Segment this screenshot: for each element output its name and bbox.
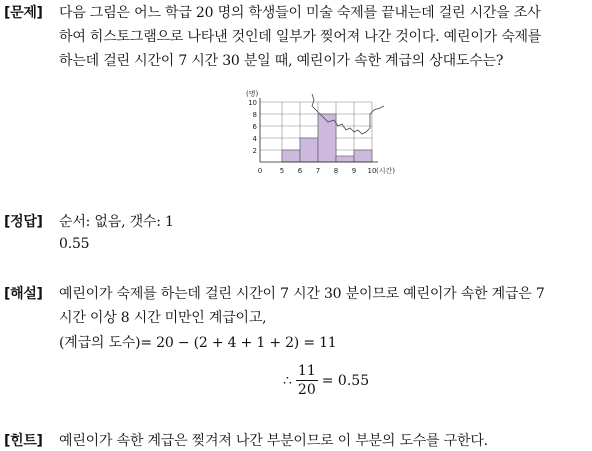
hint-label: [힌트]	[4, 433, 43, 449]
problem-line-1: 다음 그림은 어느 학급 20 명의 학생들이 미술 숙제를 끝내는데 걸린 시간을 조사	[59, 5, 541, 21]
fraction-result: = 0.55	[321, 372, 370, 389]
bar-9	[354, 150, 372, 162]
x-tick-label: 5	[279, 167, 285, 175]
answer-label: [정답]	[4, 214, 43, 230]
problem-line-2: 하여 히스토그램으로 나타낸 것인데 일부가 찢어져 나간 것이다. 예린이가 숙제를	[59, 29, 542, 45]
explanation-label: [해설]	[4, 286, 43, 302]
explanation-line-2: 시간 이상 8 시간 미만인 계급이고,	[59, 310, 267, 326]
explanation-line-1: 예린이가 숙제를 하는데 걸린 시간이 7 시간 30 분이므로 예린이가 속한 계급은 7	[59, 286, 545, 302]
x-tick-label: 7	[315, 167, 321, 175]
problem-label: [문제]	[4, 5, 43, 21]
bar-5	[282, 150, 300, 162]
explanation-line-3: (계급의 도수)= 20 − (2 + 4 + 1 + 2) = 11	[59, 335, 337, 351]
x-tick-label: 10	[367, 167, 377, 175]
bar-6	[300, 138, 318, 162]
y-tick-label: 2	[252, 147, 257, 155]
x-unit-label: (시간)	[376, 167, 395, 175]
y-tick-label: 8	[252, 111, 257, 119]
fraction-numerator: 11	[297, 363, 316, 379]
bar-8	[336, 156, 354, 162]
relative-frequency-formula	[283, 363, 369, 398]
therefore-symbol: ∴	[283, 372, 292, 389]
fraction-denominator: 20	[297, 382, 316, 398]
x-tick-label: 9	[351, 167, 357, 175]
fraction	[296, 363, 318, 398]
x-tick-label: 6	[297, 167, 303, 175]
answer-value: 0.55	[59, 236, 90, 252]
x-tick-label: 0	[257, 167, 263, 175]
histogram-svg	[228, 84, 408, 180]
x-tick-label: 8	[333, 167, 339, 175]
problem-line-3: 하는데 걸린 시간이 7 시간 30 분일 때, 예린이가 속한 계급의 상대도수는?	[59, 53, 504, 69]
y-tick-label: 6	[252, 123, 257, 131]
hint-text: 예린이가 속한 계급은 찢겨져 나간 부분이므로 이 부분의 도수를 구한다.	[59, 433, 488, 449]
histogram-figure	[228, 84, 408, 180]
y-tick-label: 10	[248, 99, 257, 107]
y-unit-label: (명)	[246, 90, 259, 98]
y-tick-label: 4	[252, 135, 257, 143]
answer-line-1: 순서: 없음, 갯수: 1	[59, 214, 174, 230]
